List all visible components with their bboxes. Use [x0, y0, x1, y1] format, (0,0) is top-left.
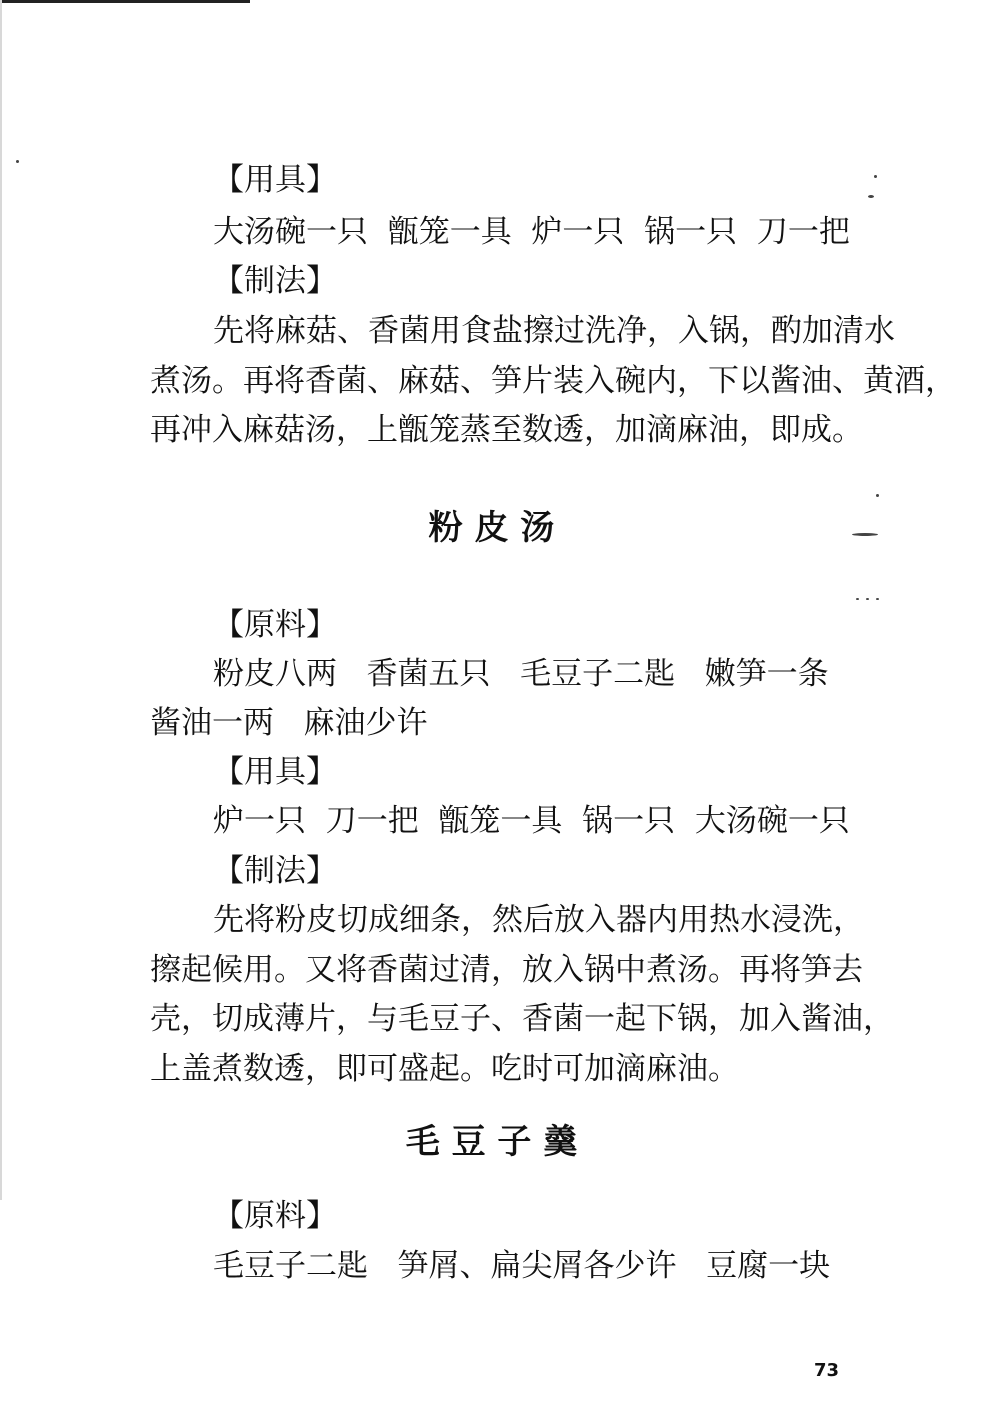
- scan-speck: [852, 533, 878, 536]
- scan-speck: [876, 598, 879, 600]
- method-line: 再冲入麻菇汤，上甑笼蒸至数透，加滴麻油，即成。: [150, 412, 863, 448]
- ingredients-line: 毛豆子二匙 笋屑、扁尖屑各少许 豆腐一块: [213, 1248, 831, 1284]
- ingredients-heading: 【原料】: [213, 1198, 337, 1234]
- scan-speck: [874, 175, 877, 178]
- ingredients-line: 酱油一两 麻油少许: [150, 705, 428, 741]
- scan-speck: [868, 195, 874, 198]
- tools-heading: 【用具】: [213, 754, 337, 790]
- method-heading: 【制法】: [213, 853, 337, 889]
- ingredients-line: 粉皮八两 香菌五只 毛豆子二匙 嫩笋一条: [213, 656, 829, 692]
- method-line: 上盖煮数透，即可盛起。吃时可加滴麻油。: [150, 1051, 739, 1087]
- top-rule: [0, 0, 250, 3]
- method-line: 先将麻菇、香菌用食盐擦过洗净，入锅，酌加清水: [213, 313, 895, 349]
- tools-line: 炉一只 刀一把 甑笼一具 锅一只 大汤碗一只: [213, 803, 850, 839]
- scan-speck: [16, 160, 19, 163]
- method-line: 壳，切成薄片，与毛豆子、香菌一起下锅，加入酱油，: [150, 1001, 894, 1037]
- method-heading: 【制法】: [213, 263, 337, 299]
- page-edge: [0, 0, 2, 1200]
- tools-heading: 【用具】: [213, 162, 337, 198]
- scan-speck: [856, 598, 859, 600]
- method-line: 擦起候用。又将香菌过清，放入锅中煮汤。再将笋去: [150, 952, 863, 988]
- method-line: 煮汤。再将香菌、麻菇、笋片装入碗内，下以酱油、黄酒，: [150, 363, 956, 399]
- recipe-title: 毛 豆 子 羹: [405, 1122, 578, 1162]
- ingredients-heading: 【原料】: [213, 607, 337, 643]
- recipe-title: 粉 皮 汤: [428, 508, 555, 548]
- scan-speck: [876, 494, 879, 497]
- page-number: 73: [814, 1360, 840, 1381]
- tools-line: 大汤碗一只 甑笼一具 炉一只 锅一只 刀一把: [213, 214, 850, 250]
- method-line: 先将粉皮切成细条，然后放入器内用热水浸洗，: [213, 902, 864, 938]
- scan-speck: [866, 598, 869, 600]
